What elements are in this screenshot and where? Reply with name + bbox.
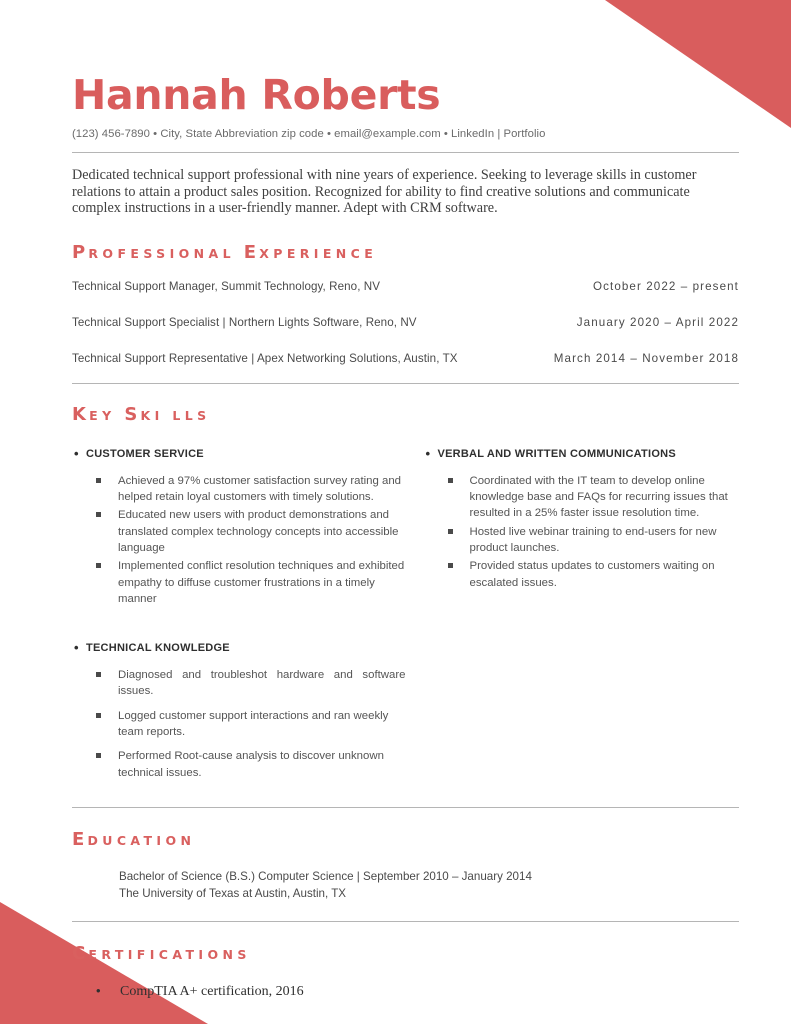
dot-bullet-icon: • bbox=[96, 982, 101, 998]
divider-header bbox=[72, 152, 739, 153]
key-skills-right-column bbox=[406, 447, 740, 783]
experience-dates: October 2022 – present bbox=[592, 279, 739, 293]
skill-group-label: VERBAL AND WRITTEN COMMUNICATIONS bbox=[437, 447, 676, 460]
heading-initial-k: K bbox=[72, 403, 90, 425]
education-entry bbox=[72, 868, 739, 903]
dot-bullet-icon: • bbox=[74, 640, 79, 656]
skill-item bbox=[448, 524, 740, 557]
skill-item-text: Performed Root-cause analysis to discover unknown technical issues. bbox=[118, 750, 384, 779]
experience-title: Technical Support Manager, Summit Technology, Reno, NV bbox=[72, 279, 381, 293]
heading-initial-p: P bbox=[72, 241, 89, 263]
square-bullet-icon bbox=[448, 473, 470, 483]
skill-item-text: Achieved a 97% customer satisfaction survey rating and helped retain loyal customers with timely solutions. bbox=[118, 474, 402, 504]
heading-rest-professional: ROFESSIONAL bbox=[88, 245, 244, 261]
square-bullet-icon bbox=[96, 708, 118, 718]
divider-key-skills bbox=[72, 807, 739, 808]
heading-initial-e: E bbox=[72, 828, 88, 850]
key-skills-columns bbox=[72, 447, 739, 783]
skill-group-label: CUSTOMER SERVICE bbox=[86, 447, 204, 460]
skill-item bbox=[96, 473, 406, 506]
experience-title: Technical Support Specialist | Northern Lights Software, Reno, NV bbox=[72, 315, 417, 329]
skill-group-header bbox=[424, 447, 740, 461]
contact-line: (123) 456-7890 • City, State Abbreviation zip code • email@example.com • LinkedIn | Portfolio bbox=[72, 128, 546, 140]
dot-bullet-icon: • bbox=[74, 445, 79, 461]
certifications-list bbox=[72, 983, 739, 1000]
education-school: The University of Texas at Austin, Austin, TX bbox=[119, 887, 347, 901]
skill-group-header bbox=[72, 447, 406, 461]
certification-text: CompTIA A+ certification, 2016 bbox=[120, 983, 304, 999]
skill-group-label: TECHNICAL KNOWLEDGE bbox=[86, 642, 230, 655]
skill-item-text: Educated new users with product demonstrations and translated complex technology concepts into accessible language bbox=[118, 509, 399, 554]
square-bullet-icon bbox=[96, 748, 118, 758]
skill-item-list bbox=[424, 473, 740, 591]
experience-dates: January 2020 – April 2022 bbox=[576, 315, 739, 329]
section-heading-education bbox=[72, 829, 739, 850]
skill-item-text: Diagnosed and troubleshot hardware and software issues. bbox=[118, 669, 406, 698]
resume-content bbox=[72, 0, 739, 1000]
experience-row bbox=[72, 315, 739, 330]
heading-initial-c: C bbox=[72, 942, 89, 964]
heading-rest-education: DUCATION bbox=[87, 832, 196, 848]
skill-group-technical-knowledge bbox=[72, 641, 406, 781]
skill-item bbox=[96, 558, 406, 607]
certification-item bbox=[96, 983, 739, 1000]
skill-item-list bbox=[72, 473, 406, 607]
section-heading-certifications bbox=[72, 943, 739, 964]
skill-item-text: Hosted live webinar training to end-users for new product launches. bbox=[469, 525, 717, 554]
skill-item bbox=[96, 748, 406, 781]
dot-bullet-icon: • bbox=[425, 445, 431, 461]
skill-group-verbal-written-communications bbox=[424, 447, 740, 591]
skill-item bbox=[96, 667, 406, 700]
heading-rest-certifications: ERTIFICATIONS bbox=[88, 946, 251, 962]
heading-rest-key: EY bbox=[89, 407, 125, 423]
square-bullet-icon bbox=[96, 558, 118, 568]
square-bullet-icon bbox=[96, 667, 118, 677]
heading-rest-skills: KI LLS bbox=[140, 407, 211, 423]
key-skills-left-column bbox=[72, 447, 406, 783]
skill-item-text: Implemented conflict resolution techniques and exhibited empathy to diffuse customer frustrations in a timely manner bbox=[118, 560, 405, 605]
experience-dates: March 2014 – November 2018 bbox=[553, 351, 739, 365]
skill-item bbox=[96, 708, 406, 741]
square-bullet-icon bbox=[96, 507, 118, 517]
experience-row bbox=[72, 351, 739, 366]
divider-experience bbox=[72, 383, 739, 384]
professional-summary: Dedicated technical support professional with nine years of experience. Seeking to leverage skills in customer relations to attain a product sales position. Recognized for ability to find creative solutions and communicate complex instructions in a user-friendly manner. Adept with CRM software. bbox=[72, 167, 697, 217]
skill-item bbox=[448, 473, 740, 522]
experience-row bbox=[72, 279, 739, 294]
square-bullet-icon bbox=[96, 473, 118, 483]
skill-item bbox=[448, 558, 740, 591]
experience-title: Technical Support Representative | Apex Networking Solutions, Austin, TX bbox=[72, 351, 458, 365]
square-bullet-icon bbox=[448, 524, 470, 534]
skill-item-text: Coordinated with the IT team to develop online knowledge base and FAQs for recurring issues that resulted in a 25% faster issue resolution time. bbox=[469, 474, 728, 520]
skill-item-text: Logged customer support interactions and ran weekly team reports. bbox=[118, 709, 389, 739]
candidate-name: Hannah Roberts bbox=[72, 71, 441, 119]
experience-list bbox=[72, 279, 739, 366]
heading-initial-s: S bbox=[124, 403, 141, 425]
section-heading-experience bbox=[72, 242, 739, 263]
square-bullet-icon bbox=[448, 558, 470, 568]
skill-group-header bbox=[72, 641, 406, 655]
skill-group-customer-service bbox=[72, 447, 406, 607]
heading-initial-e: E bbox=[243, 241, 260, 263]
skill-item bbox=[96, 507, 406, 556]
divider-education bbox=[72, 921, 739, 922]
section-heading-key-skills bbox=[72, 404, 739, 425]
skill-item-text: Provided status updates to customers waiting on escalated issues. bbox=[469, 560, 715, 589]
skill-item-list bbox=[72, 667, 406, 781]
education-degree: Bachelor of Science (B.S.) Computer Science | September 2010 – January 2014 bbox=[119, 869, 532, 883]
heading-rest-experience: XPERIENCE bbox=[259, 245, 378, 261]
